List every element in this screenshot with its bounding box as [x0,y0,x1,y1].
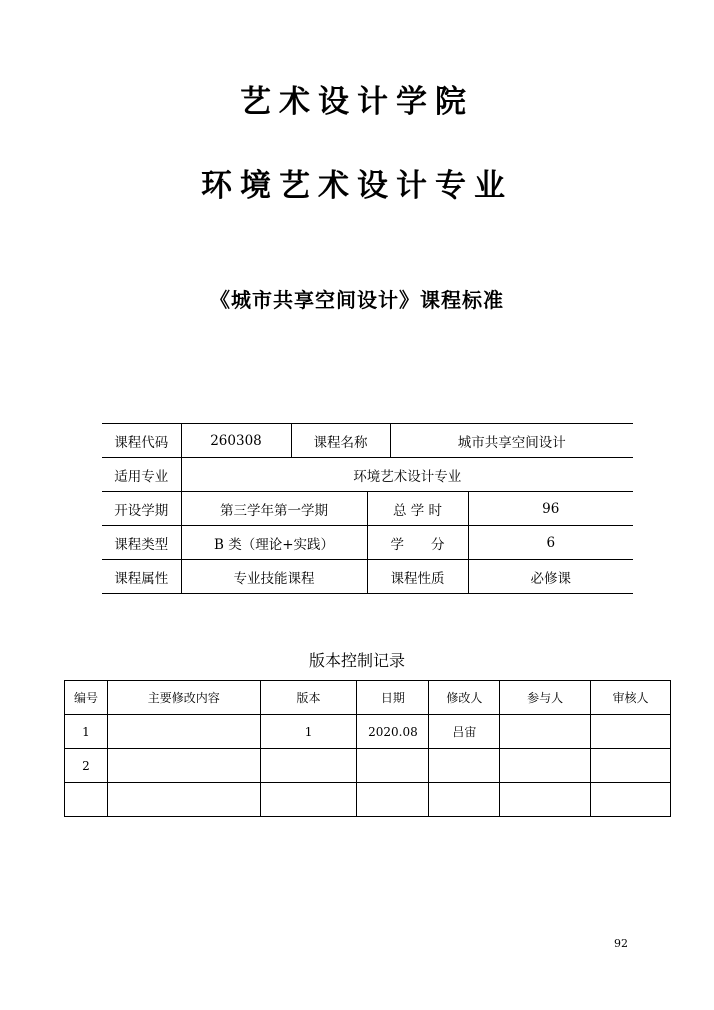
hours-value: 96 [468,492,633,526]
table-cell [591,749,671,783]
table-cell [260,749,357,783]
major-label: 适用专业 [102,458,181,492]
table-row [102,458,633,492]
table-row [102,424,633,458]
name-label: 课程名称 [291,424,390,458]
page-number: 92 [614,937,628,950]
table-header-row [65,681,671,715]
table-cell [429,783,500,817]
attr-label: 课程属性 [102,560,181,594]
nature-label: 课程性质 [367,560,468,594]
table-cell: 1 [65,715,108,749]
credit-label: 学 分 [367,526,468,560]
table-cell: 2 [65,749,108,783]
major-title: 环境艺术设计专业 [201,168,513,204]
version-control-table [64,680,671,817]
course-standard-title: 《城市共享空间设计》课程标准 [210,288,504,312]
major-value: 环境艺术设计专业 [181,458,633,492]
table-cell [591,783,671,817]
table-cell [591,715,671,749]
table-row [102,492,633,526]
table-row [65,783,671,817]
table-cell [260,783,357,817]
term-value: 第三学年第一学期 [181,492,367,526]
version-caption: 版本控制记录 [308,651,405,670]
code-label: 课程代码 [102,424,181,458]
table-row [65,715,671,749]
credit-value: 6 [468,526,633,560]
table-cell [500,749,591,783]
nature-value: 必修课 [468,560,633,594]
table-cell [500,783,591,817]
table-cell [107,783,260,817]
header-cell: 日期 [357,681,429,715]
table-cell [107,749,260,783]
table-cell [429,749,500,783]
table-row [102,526,633,560]
header-cell: 审核人 [591,681,671,715]
table-cell: 2020.08 [357,715,429,749]
table-cell [357,783,429,817]
name-value: 城市共享空间设计 [390,424,633,458]
attr-value: 专业技能课程 [181,560,367,594]
header-cell: 版本 [260,681,357,715]
table-cell [107,715,260,749]
hours-label: 总 学 时 [367,492,468,526]
table-row [65,749,671,783]
course-info-table [102,423,633,594]
header-cell: 参与人 [500,681,591,715]
table-cell [500,715,591,749]
table-row [102,560,633,594]
table-cell: 1 [260,715,357,749]
table-cell [357,749,429,783]
term-label: 开设学期 [102,492,181,526]
header-cell: 编号 [65,681,108,715]
table-cell: 吕宙 [429,715,500,749]
header-cell: 修改人 [429,681,500,715]
header-cell: 主要修改内容 [107,681,260,715]
type-value: B 类（理论+实践） [181,526,367,560]
type-label: 课程类型 [102,526,181,560]
school-title: 艺术设计学院 [240,84,474,120]
table-cell [65,783,108,817]
code-value: 260308 [181,424,291,458]
